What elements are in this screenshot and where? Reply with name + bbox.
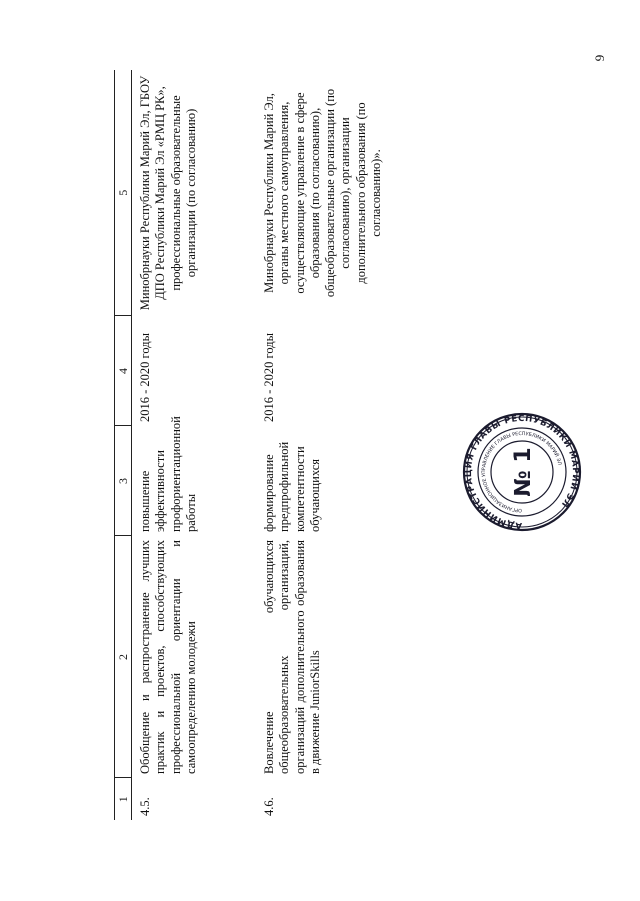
period-cell: 2016 - 2020 годы — [262, 332, 276, 422]
result-cell: формирование предпрофильной компетентности обучающихся — [262, 441, 322, 532]
table-row — [256, 70, 438, 820]
result-cell: повышение эффективности профориентационной работы — [138, 416, 198, 532]
stamp-inner-text: ОРГАНИЗАЦИОННОЕ УПРАВЛЕНИЕ ГЛАВЫ РЕСПУБЛИКИ МАРИЙ ЭЛ — [481, 431, 562, 513]
item-number: 4.5. — [138, 797, 152, 816]
item-number: 4.6. — [262, 797, 276, 816]
column-header: 4 — [115, 316, 132, 426]
executors-cell: Минобрнауки Республики Марий Эл, органы местного самоуправления, осуществляющие управление в сфере образования (по согласованию), общеобразовательные организации (по согласованию), организации дополнительного образования (по согласованию)». — [262, 88, 383, 298]
measure-cell: Вовлечение обучающихся общеобразовательных организаций, организаций дополнительного образования в движение JuniorSkills — [262, 540, 322, 774]
stamp-center-text: № 1 — [511, 447, 536, 497]
executors-cell: Минобрнауки Республики Марий Эл, ГБОУ ДПО Республики Марий Эл «РМЦ РК», профессиональные образовательные организации (по согласованию) — [138, 75, 198, 311]
page-number: 9 — [592, 54, 607, 62]
column-header: 3 — [115, 426, 132, 536]
measure-cell: Обобщение и распространение лучших практик и проектов, способствующих профессиональной ориентации и самоопределению молодежи — [138, 540, 198, 774]
column-header: 2 — [115, 536, 132, 778]
stamp-outer-text: АДМИНИСТРАЦИЯ ГЛАВЫ РЕСПУБЛИКИ МАРИЙ ЭЛ — [463, 413, 581, 531]
column-header: 1 — [115, 778, 132, 820]
plan-table — [114, 70, 438, 820]
period-cell: 2016 - 2020 годы — [138, 332, 152, 422]
official-stamp — [462, 412, 582, 532]
column-header: 5 — [115, 70, 132, 316]
table-row — [132, 70, 257, 820]
header-row — [115, 70, 132, 820]
